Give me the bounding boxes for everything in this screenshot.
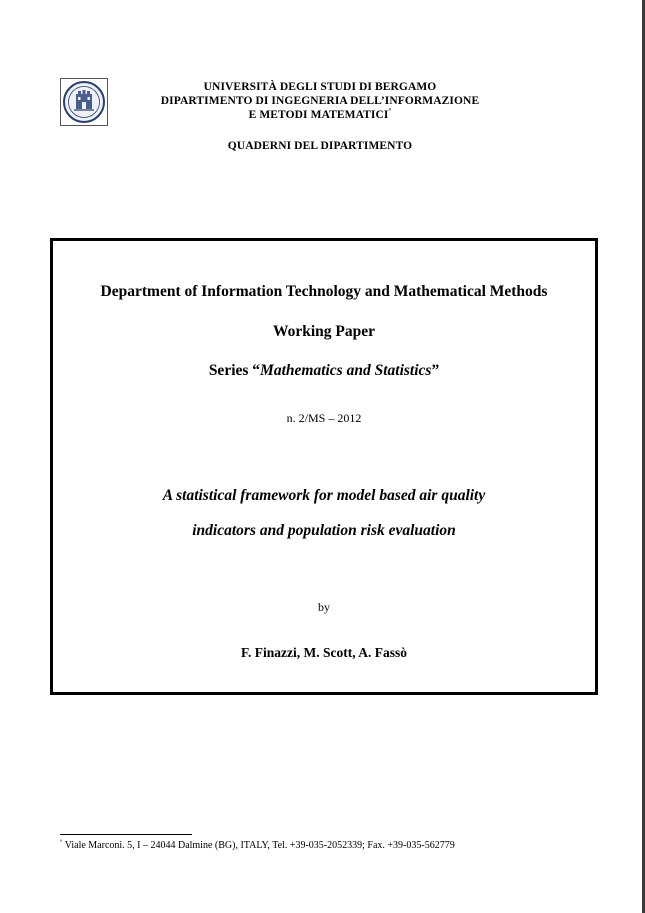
paper-title-line2: indicators and population risk evaluation [192, 522, 456, 539]
footnote-marker: ° [388, 107, 392, 116]
series-prefix: Series “ [208, 362, 261, 379]
footnote-marker-bottom: ° [60, 839, 63, 846]
department-name-line1: DIPARTIMENTO DI INGEGNERIA DELL’INFORMAZIONE [160, 95, 480, 107]
series-line [53, 362, 595, 380]
university-name: UNIVERSITÀ DEGLI STUDI DI BERGAMO [203, 81, 437, 93]
department-name-text: E METODI MATEMATICI [248, 109, 389, 121]
department-name-line2 [120, 108, 520, 122]
authors: F. Finazzi, M. Scott, A. Fassò [241, 645, 407, 660]
footnote-text: Viale Marconi. 5, I – 24044 Dalmine (BG), ITALY, Tel. +39-035-2052339; Fax. +39-035-562779 [62, 840, 455, 851]
series-suffix: ” [431, 362, 440, 379]
footnote-rule [60, 834, 192, 835]
cover-box [50, 238, 598, 695]
university-seal-icon [61, 79, 107, 125]
department-title: Department of Information Technology and Mathematical Methods [100, 283, 548, 300]
university-logo [60, 78, 108, 126]
series-heading: QUADERNI DEL DIPARTIMENTO [227, 140, 413, 152]
footnote [60, 840, 455, 851]
working-paper-label: Working Paper [272, 323, 376, 340]
series-name: Mathematics and Statistics [260, 362, 432, 379]
by-label: by [318, 600, 330, 614]
paper-title-line1: A statistical framework for model based air quality [162, 487, 486, 504]
paper-number: n. 2/MS – 2012 [286, 411, 362, 425]
